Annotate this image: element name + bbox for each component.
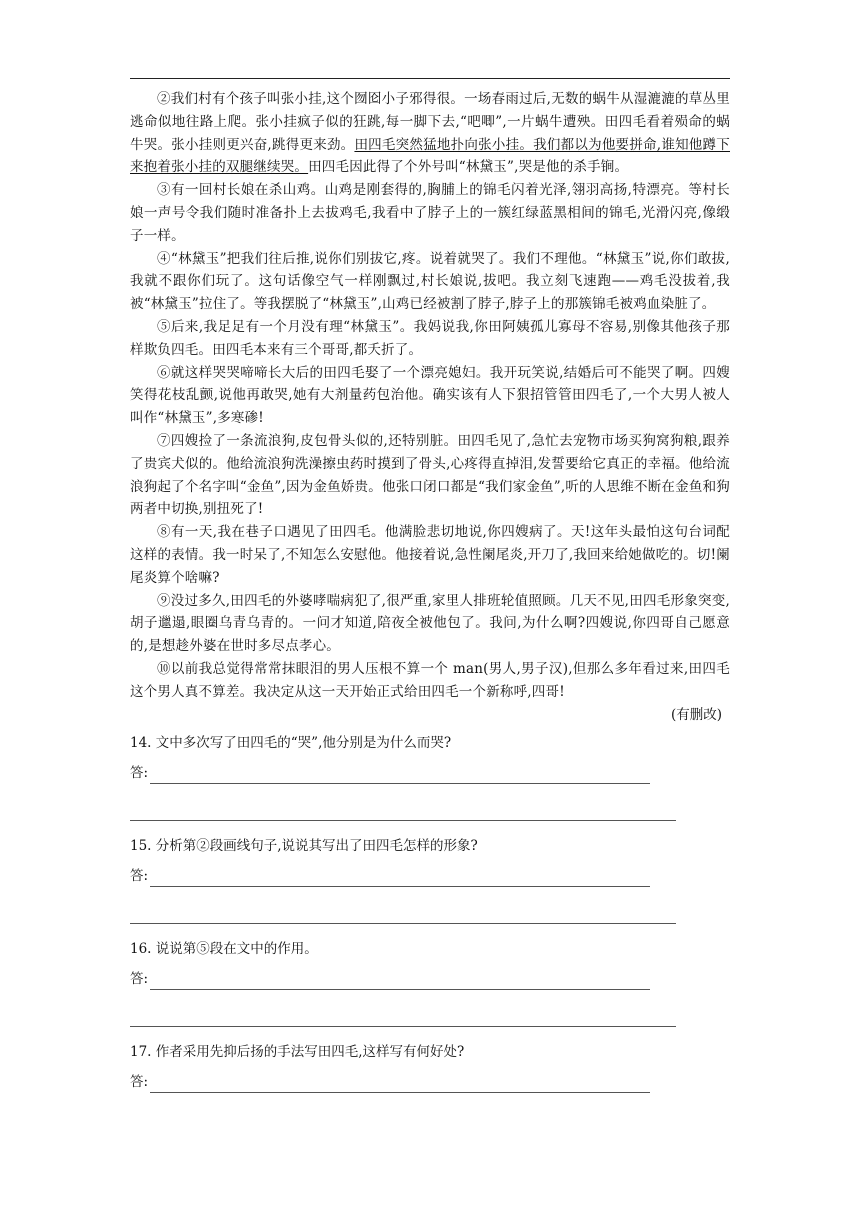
answer-line-extra[interactable]	[130, 923, 676, 924]
answer-line-extra[interactable]	[130, 1026, 676, 1027]
answer-label: 答:	[130, 765, 149, 782]
question-15	[130, 835, 730, 924]
document-body	[130, 88, 730, 1093]
question-text: 17. 作者采用先抑后扬的手法写田四毛,这样写有何好处?	[130, 1044, 465, 1061]
paragraph-5: ⑤后来,我足足有一个月没有理“林黛玉”。我妈说我,你田阿姨孤儿寡母不容易,别像其他孩子那样欺负四毛。田四毛本来有三个哥哥,都夭折了。	[130, 318, 730, 358]
paragraph-8: ⑧有一天,我在巷子口遇见了田四毛。他满脸悲切地说,你四嫂病了。天!这年头最怕这句台词配这样的表情。我一时呆了,不知怎么安慰他。他接着说,急性阑尾炎,开刀了,我回来给她做吃的。切!阑尾炎算个啥嘛?	[130, 524, 730, 586]
question-text: 16. 说说第⑤段在文中的作用。	[130, 941, 318, 958]
source-note: (有删改)	[670, 706, 722, 723]
underlined-sentence: 田四毛突然猛地扑向张小挂。我们都以为他要拼命,谁知他蹲下来抱着张小挂的双腿继续哭。	[130, 136, 730, 176]
answer-row	[130, 865, 730, 887]
answer-row	[130, 968, 730, 990]
answer-line[interactable]	[150, 975, 650, 990]
answer-label: 答:	[130, 868, 149, 885]
answer-row	[130, 1071, 730, 1093]
paragraph-9: ⑨没过多久,田四毛的外婆哮喘病犯了,很严重,家里人排班轮值照顾。几天不见,田四毛形象突变,胡子邋遢,眼圈乌青乌青的。一问才知道,陪夜全被他包了。我问,为什么啊?四嫂说,你四哥自己愿意的,是想趁外婆在世时多尽点孝心。	[130, 592, 730, 655]
question-14	[130, 732, 730, 821]
answer-line[interactable]	[150, 769, 650, 784]
question-text: 15. 分析第②段画线句子,说说其写出了田四毛怎样的形象?	[130, 838, 478, 855]
paragraph-6: ⑥就这样哭哭啼啼长大后的田四毛娶了一个漂亮媳妇。我开玩笑说,结婚后可不能哭了啊。四嫂笑得花枝乱颤,说他再敢哭,她有大剂量药包治他。确实该有人下狠招管管田四毛了,一个大男人被人叫作“林黛玉”,多寒碜!	[130, 364, 730, 427]
answer-label: 答:	[130, 971, 149, 988]
header-rule	[130, 78, 730, 79]
paragraph-10: ⑩以前我总觉得常常抹眼泪的男人压根不算一个 man(男人,男子汉),但那么多年看过来,田四毛这个男人真不算差。我决定从这一天开始正式给田四毛一个新称呼,四哥!	[130, 660, 730, 700]
question-17	[130, 1041, 730, 1093]
paragraph-3: ③有一回村长娘在杀山鸡。山鸡是刚套得的,胸脯上的锦毛闪着光泽,翎羽高扬,特漂亮。等村长娘一声号令我们随时准备扑上去拔鸡毛,我看中了脖子上的一簇红绿蓝黑相间的锦毛,光滑闪亮,像缎子一样。	[130, 182, 730, 244]
answer-line[interactable]	[150, 872, 650, 887]
answer-label: 答:	[130, 1074, 149, 1091]
paragraph-2: ②我们村有个孩子叫张小挂,这个囫囵小子邪得很。一场春雨过后,无数的蜗牛从湿漉漉的草丛里逃命似地往路上爬。张小挂疯子似的狂跳,每一脚下去,“吧唧”,一片蜗牛遭殃。田四毛看着殒命的蜗牛哭。张小挂则更兴奋,跳得更来劲。田四毛突然猛地扑向张小挂。我们都以为他要拼命,谁知他蹲下来抱着张小挂的双腿继续哭。田四毛因此得了个外号叫“林黛玉”,哭是他的杀手锏。	[130, 91, 730, 176]
answer-line-extra[interactable]	[130, 820, 676, 821]
paragraph-7: ⑦四嫂捡了一条流浪狗,皮包骨头似的,还特别脏。田四毛见了,急忙去宠物市场买狗窝狗粮,跟养了贵宾犬似的。他给流浪狗洗澡擦虫药时摸到了骨头,心疼得直掉泪,发誓要给它真正的幸福。他给流浪狗起了个名字叫“金鱼”,因为金鱼娇贵。他张口闭口都是“我们家金鱼”,听的人思维不断在金鱼和狗两者中切换,别扭死了!	[130, 432, 730, 518]
answer-row	[130, 762, 730, 784]
question-text: 14. 文中多次写了田四毛的“哭”,他分别是为什么而哭?	[130, 735, 452, 752]
paragraph-4: ④“林黛玉”把我们往后推,说你们别拔它,疼。说着就哭了。我们不理他。“林黛玉”说,你们敢拔,我就不跟你们玩了。这句话像空气一样刚飘过,村长娘说,拔吧。我立刻飞速跑——鸡毛没拔着,我被“林黛玉”拉住了。等我摆脱了“林黛玉”,山鸡已经被割了脖子,脖子上的那簇锦毛被鸡血染脏了。	[130, 250, 730, 313]
answer-line[interactable]	[150, 1078, 650, 1093]
question-16	[130, 938, 730, 1027]
